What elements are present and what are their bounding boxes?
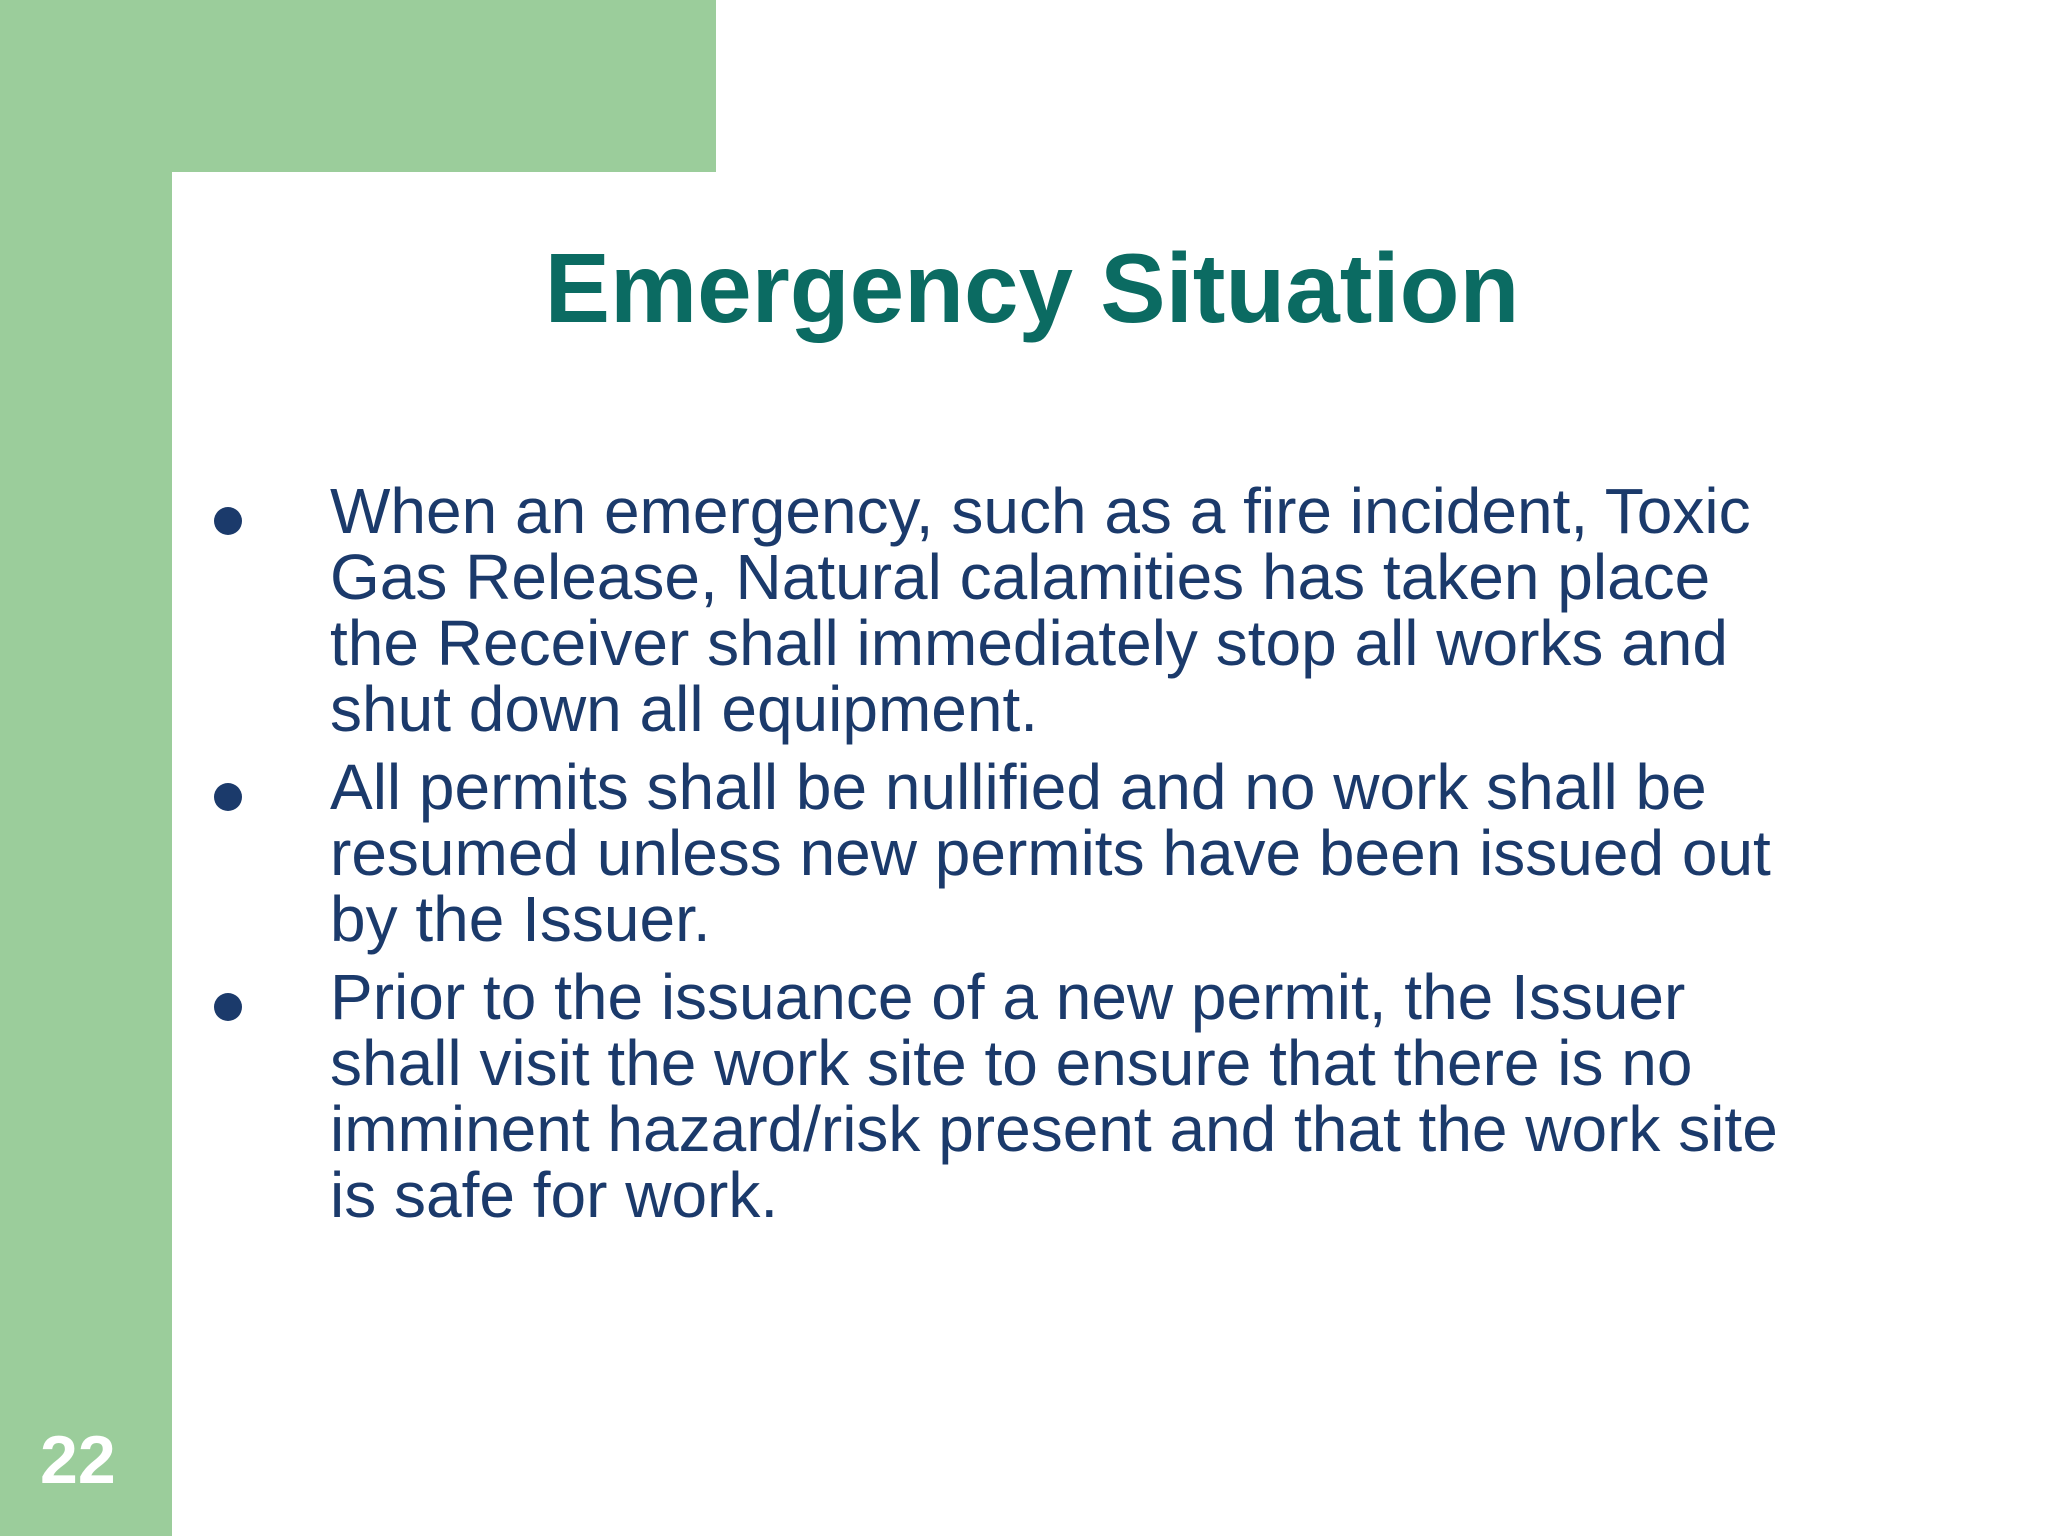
- bullet-item: [200, 475, 1900, 745]
- bullet-dot-icon: [214, 783, 242, 811]
- bullet-list: [200, 475, 1900, 1240]
- page-number: 22: [40, 1422, 116, 1498]
- bullet-line: by the Issuer.: [330, 883, 711, 955]
- bullet-line: shall visit the work site to ensure that there is no: [330, 1027, 1693, 1099]
- bullet-line: resumed unless new permits have been issued out: [330, 817, 1771, 889]
- bullet-line: All permits shall be nullified and no work shall be: [330, 751, 1707, 823]
- bullet-line: Gas Release, Natural calamities has taken place: [330, 541, 1711, 613]
- bullet-item: [200, 961, 1900, 1231]
- green-sidebar-band: [0, 0, 172, 1536]
- bullet-item: [200, 751, 1900, 955]
- bullet-line: the Receiver shall immediately stop all works and: [330, 607, 1728, 679]
- bullet-dot-icon: [214, 993, 242, 1021]
- bullet-line: shut down all equipment.: [330, 673, 1038, 745]
- bullet-line: When an emergency, such as a fire incident, Toxic: [330, 475, 1751, 547]
- bullet-line: is safe for work.: [330, 1159, 779, 1231]
- bullet-dot-icon: [214, 507, 242, 535]
- slide-title: Emergency Situation: [544, 233, 1520, 343]
- green-top-band: [0, 0, 716, 172]
- bullet-line: imminent hazard/risk present and that the work site: [330, 1093, 1778, 1165]
- bullet-line: Prior to the issuance of a new permit, the Issuer: [330, 961, 1686, 1033]
